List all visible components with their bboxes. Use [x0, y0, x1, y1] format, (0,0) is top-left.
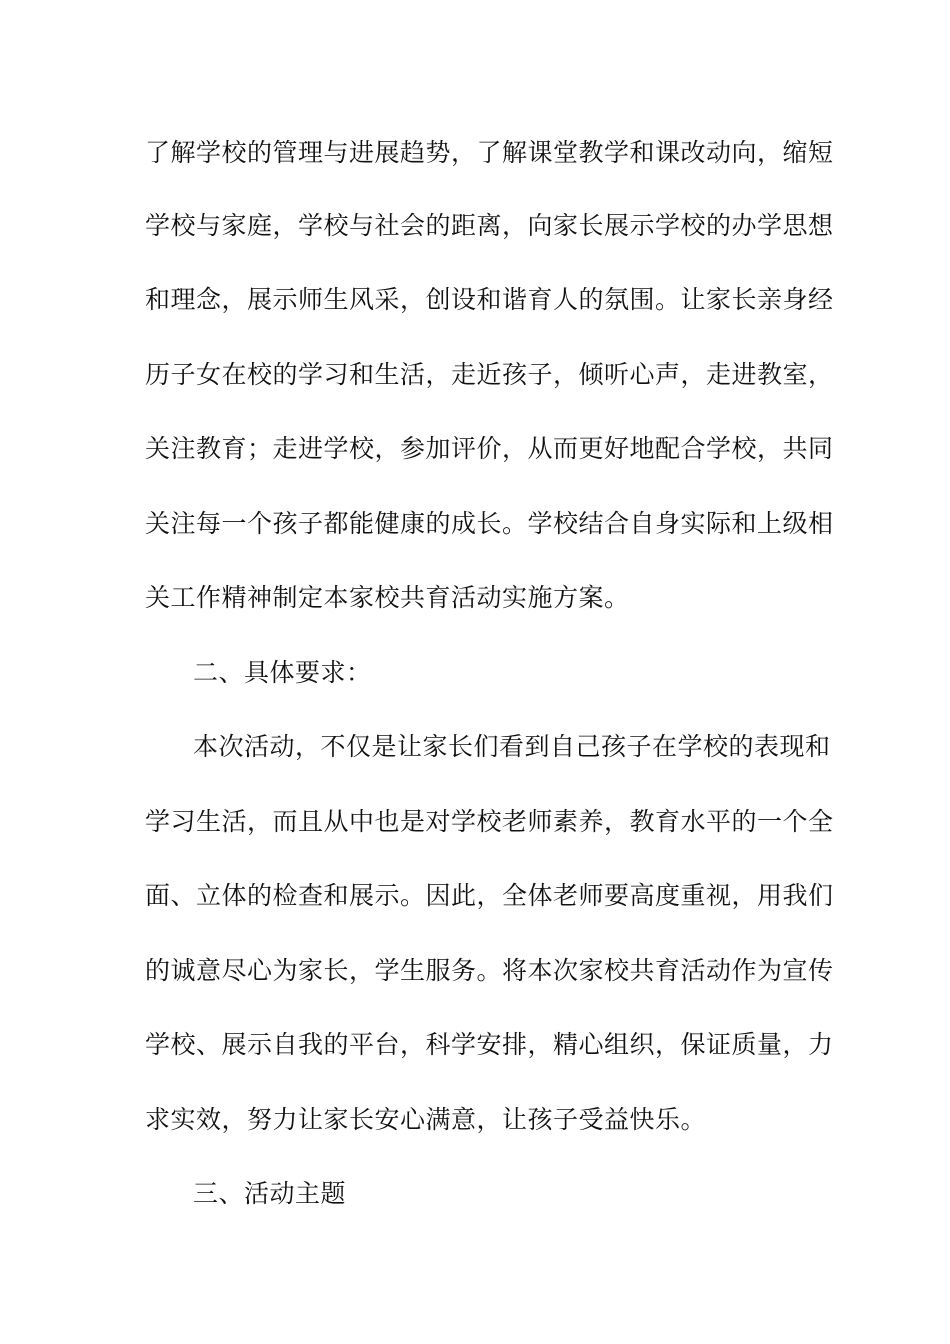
- section-heading: 三、活动主题: [193, 1179, 347, 1208]
- paragraph-line: 关注每一个孩子都能健康的成长。学校结合自身实际和上级相: [145, 509, 834, 538]
- paragraph-line: 的诚意尽心为家长，学生服务。将本次家校共育活动作为宣传: [145, 956, 834, 985]
- paragraph-line: 关注教育；走进学校，参加评价，从而更好地配合学校，共同: [145, 434, 834, 463]
- paragraph-line: 本次活动，不仅是让家长们看到自己孩子在学校的表现和: [193, 732, 831, 761]
- paragraph-line: 学校、展示自我的平台，科学安排，精心组织，保证质量，力: [145, 1030, 834, 1059]
- paragraph-line: 和理念，展示师生风采，创设和谐育人的氛围。让家长亲身经: [145, 285, 834, 314]
- paragraph-line: 求实效，努力让家长安心满意，让孩子受益快乐。: [145, 1105, 707, 1134]
- paragraph-line: 学习生活，而且从中也是对学校老师素养，教育水平的一个全: [145, 807, 834, 836]
- paragraph-line: 学校与家庭，学校与社会的距离，向家长展示学校的办学思想: [145, 211, 834, 240]
- paragraph-line: 面、立体的检查和展示。因此，全体老师要高度重视，用我们: [145, 881, 834, 910]
- paragraph-line: 历子女在校的学习和生活，走近孩子，倾听心声，走进教室，: [145, 360, 834, 389]
- paragraph-line: 关工作精神制定本家校共育活动实施方案。: [145, 583, 630, 612]
- section-heading: 二、具体要求：: [193, 658, 372, 687]
- paragraph-line: 了解学校的管理与进展趋势，了解课堂教学和课改动向，缩短: [145, 138, 834, 167]
